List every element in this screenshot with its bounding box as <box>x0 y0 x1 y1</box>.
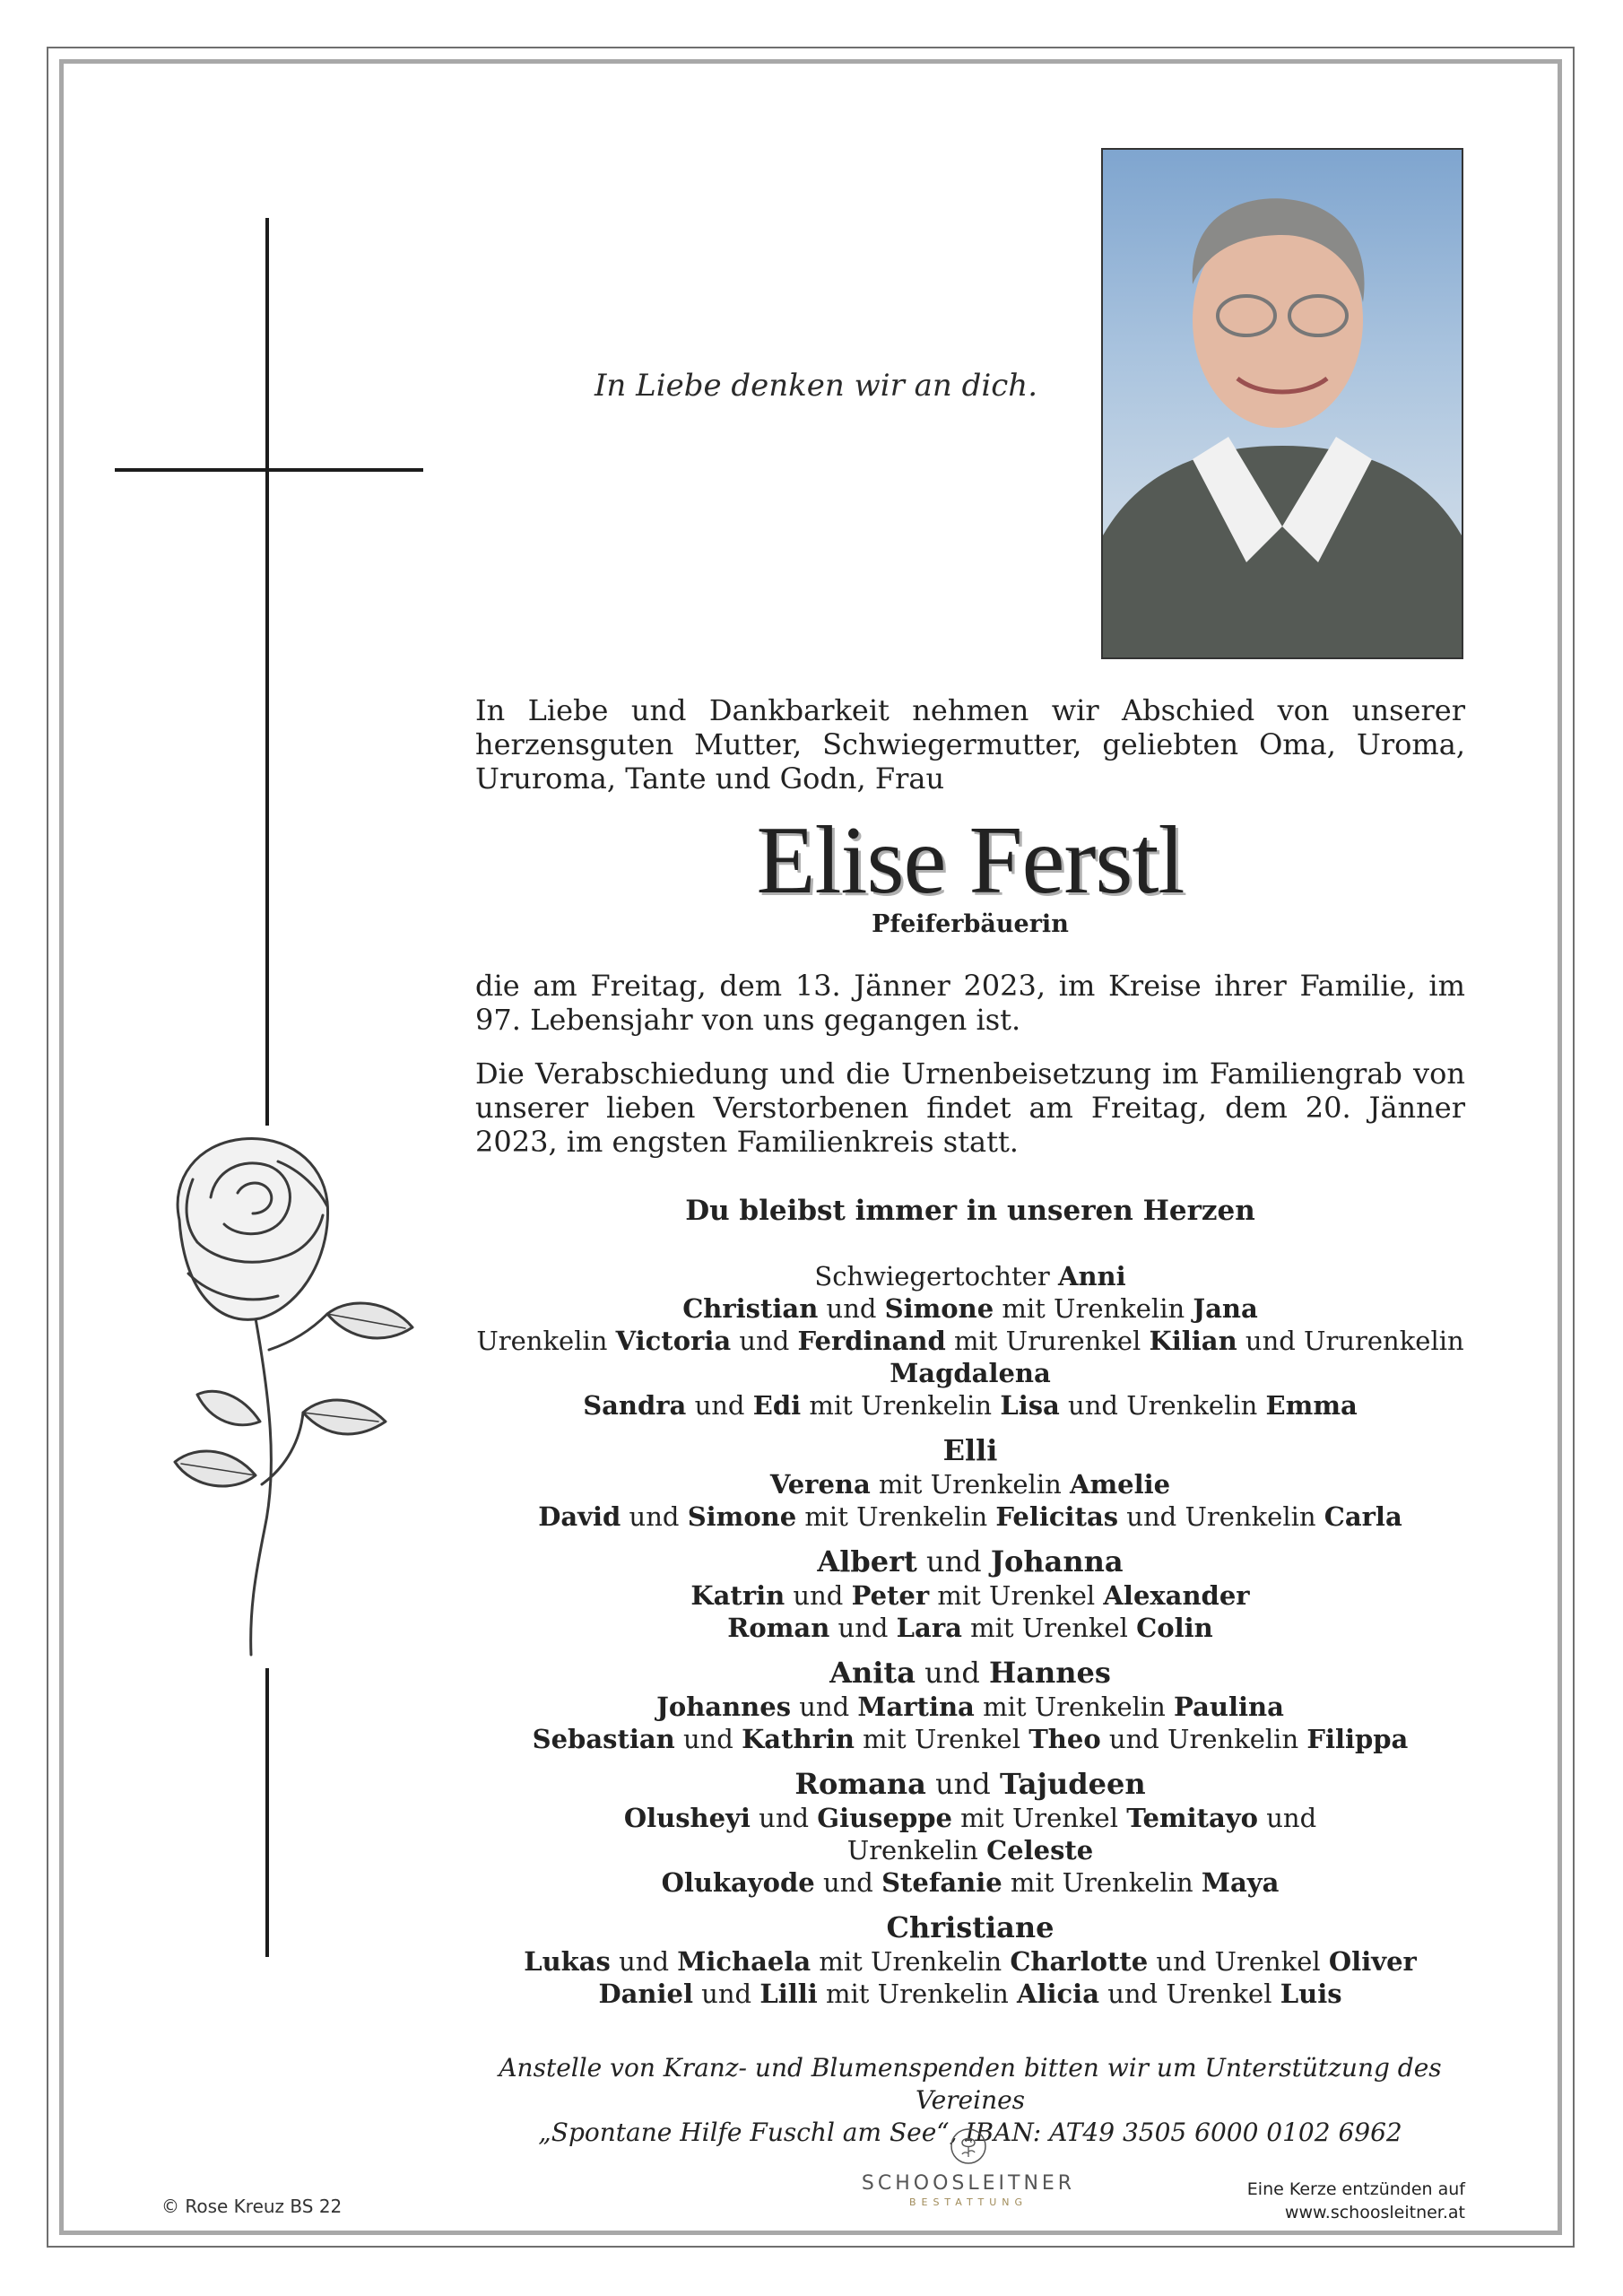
family-member-name: Lara <box>896 1613 962 1643</box>
relation-text: mit Urenkel <box>951 1803 1127 1833</box>
family-member-name: Maya <box>1201 1867 1280 1898</box>
family-member-name: Luis <box>1280 1979 1342 2009</box>
intro-quote: In Liebe denken wir an dich. <box>594 368 1037 404</box>
family-member-name: Magdalena <box>890 1358 1051 1388</box>
relation-text: und Ururenkelin <box>1237 1326 1464 1356</box>
relation-text: und <box>916 1544 991 1578</box>
family-member-name: Daniel <box>598 1979 693 2009</box>
relation-text: und <box>621 1501 688 1532</box>
family-member-name: Anita <box>829 1656 916 1690</box>
family-head-line <box>475 1544 1465 1579</box>
family-member-name: Peter <box>851 1580 930 1611</box>
relation-text: und <box>610 1946 678 1977</box>
family-head-line <box>475 1909 1465 1945</box>
family-member-name: Simone <box>687 1501 797 1532</box>
relation-text: und Urenkel <box>1098 1979 1280 2009</box>
family-member-name: Emma <box>1265 1390 1358 1421</box>
family-member-name: Martina <box>857 1692 975 1722</box>
family-member-name: David <box>538 1501 621 1532</box>
death-text: die am Freitag, dem 13. Jänner 2023, im Kreise ihrer Familie, im 97. Lebensjahr von uns gegangen ist. <box>475 969 1465 1037</box>
relation-text: Urenkelin <box>846 1835 987 1866</box>
family-line <box>475 1802 1465 1834</box>
family-member-name: Lukas <box>524 1946 611 1977</box>
family-line <box>475 1978 1465 2010</box>
family-line <box>475 1866 1465 1899</box>
portrait-illustration <box>1103 150 1462 657</box>
relation-text: mit Urenkelin <box>994 1293 1193 1324</box>
family-member-name: Alexander <box>1103 1580 1250 1611</box>
relation-text: und <box>814 1867 882 1898</box>
family-member-name: Alicia <box>1016 1979 1099 2009</box>
relation-text: mit Urenkel <box>961 1613 1137 1643</box>
family-member-name: Christiane <box>886 1910 1055 1944</box>
family-line <box>475 1357 1465 1389</box>
relation-text: und <box>791 1692 858 1722</box>
family-member-name: Romana <box>794 1767 926 1801</box>
family-member-name: Paulina <box>1174 1692 1284 1722</box>
family-group <box>475 1544 1465 1644</box>
candle-link[interactable]: www.schoosleitner.at <box>1284 2203 1465 2222</box>
family-member-name: Roman <box>727 1613 830 1643</box>
family-member-name: Jana <box>1193 1293 1258 1324</box>
family-member-name: Olukayode <box>661 1867 815 1898</box>
family-head-line <box>475 1655 1465 1691</box>
family-member-name: Michaela <box>677 1946 812 1977</box>
family-member-name: Albert <box>817 1544 917 1578</box>
family-member-name: Simone <box>884 1293 994 1324</box>
family-member-name: Elli <box>942 1433 998 1467</box>
relation-text: mit Urenkelin <box>801 1390 1001 1421</box>
candle-text: Eine Kerze entzünden auf <box>1246 2179 1465 2199</box>
deceased-title: Pfeiferbäuerin <box>872 910 1069 938</box>
family-member-name: Kathrin <box>742 1724 855 1754</box>
family-member-name: Colin <box>1136 1613 1213 1643</box>
family-head-line <box>475 1766 1465 1802</box>
family-group <box>475 1766 1465 1899</box>
cross-vertical-bar-bottom <box>265 1668 269 1957</box>
relation-text: mit Ururenkel <box>945 1326 1150 1356</box>
ceremony-text: Die Verabschiedung und die Urnenbeisetzung im Familiengrab von unserer lieben Verstorbenen findet am Freitag, dem 20. Jänner 2023, im engsten Familienkreis statt. <box>475 1057 1465 1159</box>
donation-line-2: „Spontane Hilfe Fuschl am See“, IBAN: AT49 3505 6000 0102 6962 <box>538 2118 1402 2147</box>
logo-subtitle: BESTATTUNG <box>908 2196 1028 2208</box>
family-member-name: Stefanie <box>881 1867 1002 1898</box>
company-logo <box>861 2127 1076 2208</box>
relation-text: und <box>731 1326 798 1356</box>
family-member-name: Temitayo <box>1126 1803 1258 1833</box>
relation-text: und <box>1258 1803 1317 1833</box>
family-member-name: Johannes <box>656 1692 792 1722</box>
deceased-name: Elise Ferstl <box>756 807 1185 914</box>
family-member-name: Christian <box>682 1293 819 1324</box>
family-member-name: Anni <box>1057 1261 1126 1292</box>
family-member-name: Johanna <box>990 1544 1124 1578</box>
candle-note <box>1193 2178 1465 2224</box>
family-member-name: Verena <box>769 1469 871 1500</box>
family-member-name: Kilian <box>1149 1326 1237 1356</box>
relation-text: und Urenkelin <box>1100 1724 1307 1754</box>
relation-text: mit Urenkelin <box>870 1469 1070 1500</box>
family-line <box>475 1260 1465 1292</box>
family-line <box>475 1292 1465 1325</box>
family-member-name: Giuseppe <box>817 1803 952 1833</box>
family-line <box>475 1389 1465 1422</box>
relation-text: mit Urenkelin <box>974 1692 1175 1722</box>
relation-text: und <box>818 1293 885 1324</box>
family-member-name: Victoria <box>615 1326 732 1356</box>
rose-logo-icon <box>950 2127 987 2165</box>
relation-text: und <box>829 1613 897 1643</box>
family-member-name: Sebastian <box>532 1724 675 1754</box>
family-member-name: Charlotte <box>1010 1946 1149 1977</box>
relation-text: und <box>915 1656 989 1690</box>
family-group <box>475 1909 1465 2010</box>
intro-text: In Liebe und Dankbarkeit nehmen wir Abschied von unserer herzensguten Mutter, Schwiegermutter, geliebten Oma, Uroma, Ururoma, Tante und Godn, Frau <box>475 693 1465 796</box>
family-group <box>475 1260 1465 1422</box>
family-member-name: Carla <box>1324 1501 1402 1532</box>
relation-text: Schwiegertochter <box>814 1261 1058 1292</box>
family-member-name: Amelie <box>1069 1469 1171 1500</box>
family-group <box>475 1655 1465 1755</box>
relation-text: und <box>674 1724 742 1754</box>
family-member-name: Ferdinand <box>797 1326 946 1356</box>
relation-text: und Urenkel <box>1148 1946 1329 1977</box>
relation-text: und Urenkelin <box>1059 1390 1266 1421</box>
portrait-photo <box>1101 148 1463 659</box>
family-member-name: Lilli <box>759 1979 818 2009</box>
relation-text: mit Urenkelin <box>796 1501 996 1532</box>
family-line <box>475 1691 1465 1723</box>
family-member-name: Felicitas <box>995 1501 1119 1532</box>
family-member-name: Tajudeen <box>999 1767 1146 1801</box>
family-member-name: Katrin <box>690 1580 785 1611</box>
family-member-name: Sandra <box>583 1390 687 1421</box>
rose-drawing <box>143 1126 448 1664</box>
family-member-name: Celeste <box>986 1835 1094 1866</box>
relation-text: mit Urenkelin <box>811 1946 1011 1977</box>
family-line <box>475 1468 1465 1500</box>
family-head-line <box>475 1432 1465 1468</box>
family-member-name: Theo <box>1028 1724 1101 1754</box>
relation-text: und <box>750 1803 818 1833</box>
relation-text: und <box>785 1580 852 1611</box>
family-member-name: Edi <box>752 1390 802 1421</box>
relation-text: mit Urenkelin <box>817 1979 1017 2009</box>
motto: Du bleibst immer in unseren Herzen <box>685 1195 1255 1227</box>
family-line <box>475 1834 1465 1866</box>
family-line <box>475 1723 1465 1755</box>
family-member-name: Filippa <box>1306 1724 1409 1754</box>
family-group <box>475 1432 1465 1533</box>
relation-text: und <box>925 1767 1000 1801</box>
copyright-note: © Rose Kreuz BS 22 <box>161 2196 343 2217</box>
relation-text: mit Urenkel <box>854 1724 1029 1754</box>
family-line <box>475 1579 1465 1612</box>
cross-horizontal-bar <box>115 468 423 472</box>
family-line <box>475 1325 1465 1357</box>
family-list <box>475 1260 1465 2021</box>
logo-name: SCHOOSLEITNER <box>861 2172 1076 2195</box>
family-member-name: Lisa <box>1000 1390 1060 1421</box>
family-line <box>475 1612 1465 1644</box>
family-line <box>475 1500 1465 1533</box>
relation-text: mit Urenkel <box>929 1580 1104 1611</box>
donation-line-1: Anstelle von Kranz- und Blumenspenden bitten wir um Unterstützung des Vereines <box>499 2053 1442 2115</box>
family-line <box>475 1945 1465 1978</box>
relation-text: mit Urenkelin <box>1002 1867 1202 1898</box>
family-member-name: Hannes <box>988 1656 1111 1690</box>
relation-text: und <box>686 1390 753 1421</box>
relation-text: und Urenkelin <box>1118 1501 1324 1532</box>
relation-text: Urenkelin <box>476 1326 616 1356</box>
relation-text: und <box>692 1979 760 2009</box>
family-member-name: Oliver <box>1328 1946 1417 1977</box>
family-member-name: Olusheyi <box>623 1803 751 1833</box>
